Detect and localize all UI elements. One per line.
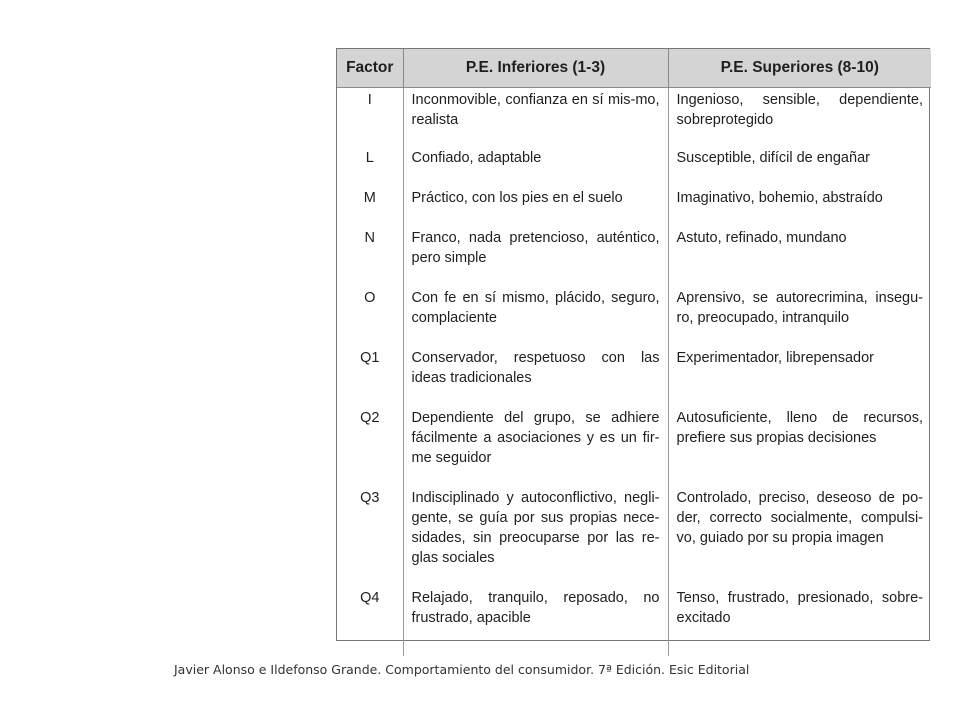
table-row [337,408,931,488]
cell-superiores: Tenso, frustrado, presionado, sobre-excitado [676,589,923,626]
table-row [337,188,931,228]
cell-factor: L [337,148,403,188]
factor-table [337,49,931,656]
cell-superiores: Ingenioso, sensible, dependiente, sobreprotegido [676,92,923,128]
cell-factor: Q1 [337,348,403,408]
cell-factor: M [337,188,403,228]
table-row [337,288,931,348]
cell-inferiores: Indisciplinado y autoconflictivo, negli-gente, se guía por sus propias nece-sidades, sin preocuparse por las re-glas sociales [403,488,668,588]
cell-inferiores: Conservador, respetuoso con las ideas tradicionales [403,348,668,408]
table-row [337,148,931,188]
cell-superiores: Experimentador, librepensador [676,349,874,366]
cell-inferiores: Inconmovible, confianza en sí mis-mo, realista [403,88,668,148]
cell-inferiores: Con fe en sí mismo, plácido, seguro, complaciente [403,288,668,348]
cell-factor: Q2 [337,408,403,488]
cell-inferiores: Dependiente del grupo, se adhiere fácilmente a asociaciones y es un fir-me seguidor [403,408,668,488]
cell-superiores: Aprensivo, se autorecrimina, insegu-ro, preocupado, intranquilo [676,289,923,326]
table-header-row [337,49,931,88]
cell-inferiores: Práctico, con los pies en el suelo [403,188,668,228]
table-row [337,228,931,288]
cell-superiores: Astuto, refinado, mundano [676,229,847,246]
cell-factor: O [337,288,403,348]
table-row [337,488,931,588]
cell-factor: Q4 [337,588,403,656]
cell-superiores: Imaginativo, bohemio, abstraído [676,189,883,206]
header-factor: Factor [337,49,403,88]
header-superiores: P.E. Superiores (8-10) [668,49,931,88]
cell-inferiores: Franco, nada pretencioso, auténtico, pero simple [403,228,668,288]
cell-factor: I [337,88,403,148]
factor-table-container [336,48,930,641]
table-row [337,588,931,656]
cell-factor: Q3 [337,488,403,588]
header-inferiores: P.E. Inferiores (1-3) [403,49,668,88]
cell-superiores: Controlado, preciso, deseoso de po-der, correcto socialmente, compulsi-vo, guiado por su propia imagen [676,489,923,546]
cell-superiores: Susceptible, difícil de engañar [676,149,870,166]
source-caption: Javier Alonso e Ildefonso Grande. Comportamiento del consumidor. 7ª Edición. Esic Editorial [174,662,750,677]
table-row [337,88,931,148]
cell-inferiores: Relajado, tranquilo, reposado, no frustrado, apacible [403,588,668,656]
cell-inferiores: Confiado, adaptable [403,148,668,188]
cell-factor: N [337,228,403,288]
cell-superiores: Autosuficiente, lleno de recursos, prefiere sus propias decisiones [676,409,923,446]
table-row [337,348,931,408]
